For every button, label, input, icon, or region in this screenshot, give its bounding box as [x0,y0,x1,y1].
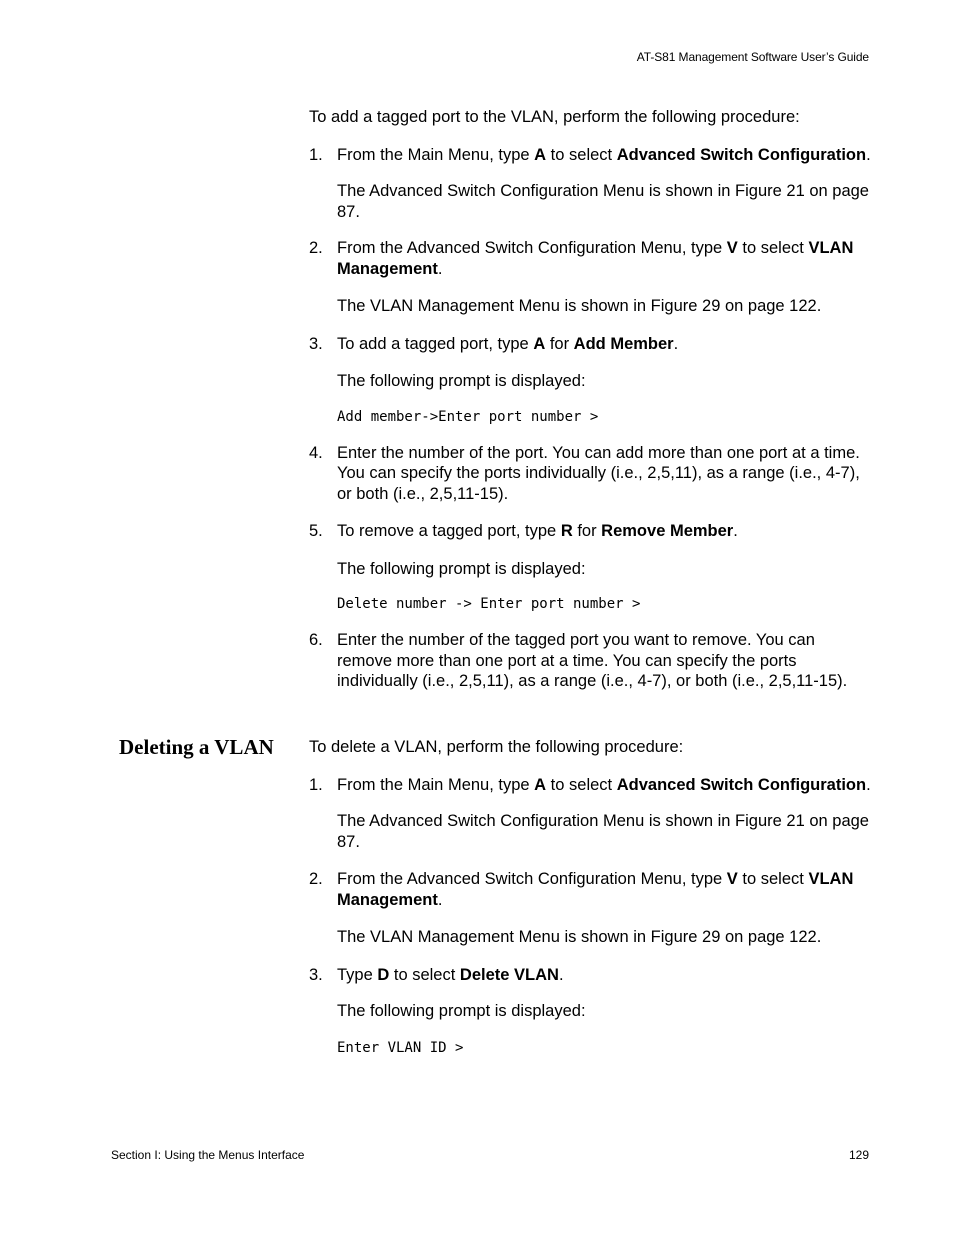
menu-option: Advanced Switch Configuration [616,775,867,794]
step-text: to select [546,775,617,794]
step-text: . [733,522,738,540]
step-2 [309,869,874,910]
step-note: The following prompt is displayed: [337,1002,586,1020]
step-text: From the Main Menu, type [337,775,535,794]
step-number: 3. [309,965,323,984]
step-text: to select [546,145,617,164]
step-note: The VLAN Management Menu is shown in Figure 29 on page 122. [337,297,822,315]
delete-vlan-procedure [309,737,874,1057]
step-text: From the Advanced Switch Configuration Menu, type [337,870,727,888]
step-text: to select [737,870,809,888]
step-text: . [558,965,564,984]
step-5 [309,521,874,542]
step-text: to select [389,965,460,984]
step-text: . [866,145,871,164]
command-prompt: Add member->Enter port number > [337,408,599,425]
step-1 [309,145,874,166]
tagged-port-procedure [309,107,874,692]
step-text: . [866,775,871,794]
command-prompt: Delete number -> Enter port number > [337,596,641,612]
step-note: The Advanced Switch Configuration Menu is shown in Figure 21 on page 87. [337,812,869,851]
step-number: 3. [309,334,323,353]
step-text: From the Main Menu, type [337,145,535,164]
step-number: 1. [309,145,323,164]
step-note: The VLAN Management Menu is shown in Figure 29 on page 122. [337,928,822,946]
step-4 [309,443,874,505]
menu-option: Remove Member [601,522,734,540]
step-2 [309,238,874,279]
step-6 [309,630,874,692]
step-number: 6. [309,631,323,649]
step-text: Enter the number of the tagged port you want to remove. You can remove more than one port at a time. You can specify the ports individually (i.e., 2,5,11), as a range (i.e., 4-7), or both (i.e., 2,5,11-15). [337,631,848,690]
step-3 [309,334,874,355]
step-text: for [545,334,574,353]
step-number: 2. [309,870,323,888]
step-number: 4. [309,443,323,462]
section-heading: Deleting a VLAN [119,735,274,759]
menu-option: VLAN Management [337,870,854,909]
step-text: for [572,522,602,540]
key-letter: V [726,239,738,257]
page-number: 129 [848,1148,869,1162]
footer-section: Section I: Using the Menus Interface [111,1148,305,1162]
menu-option: Delete VLAN [459,965,559,984]
step-text: Enter the number of the port. You can add more than one port at a time. You can specify the ports individually (i.e., 2,5,11), as a range (i.e., 4-7), or both (i.e., 2,5,11-15). [337,443,860,503]
step-3 [309,965,874,986]
step-number: 2. [309,239,323,257]
step-number: 5. [309,522,323,540]
key-letter: D [377,965,390,984]
key-letter: V [726,870,738,888]
step-number: 1. [309,775,323,794]
step-text: From the Advanced Switch Configuration Menu, type [337,239,727,257]
delete-intro: To delete a VLAN, perform the following procedure: [309,738,684,756]
step-text: Type [337,965,378,984]
step-text: . [437,890,443,909]
key-letter: R [560,522,573,540]
key-letter: A [533,334,546,353]
menu-option: Add Member [573,334,674,353]
step-note: The Advanced Switch Configuration Menu is shown in Figure 21 on page 87. [337,182,869,221]
step-note: The following prompt is displayed: [337,559,586,578]
step-note: The following prompt is displayed: [337,372,586,390]
step-text: to select [737,239,809,257]
key-letter: A [534,775,547,794]
step-text: . [437,259,443,278]
step-text: To add a tagged port, type [337,334,534,353]
key-letter: A [534,145,547,164]
step-1 [309,775,874,796]
tagged-intro: To add a tagged port to the VLAN, perform the following procedure: [309,108,800,126]
menu-option: VLAN Management [337,239,854,278]
step-text: . [673,334,679,353]
menu-option: Advanced Switch Configuration [616,145,867,164]
running-header: AT-S81 Management Software User’s Guide [636,50,869,64]
step-text: To remove a tagged port, type [337,522,561,540]
command-prompt: Enter VLAN ID > [337,1039,464,1056]
